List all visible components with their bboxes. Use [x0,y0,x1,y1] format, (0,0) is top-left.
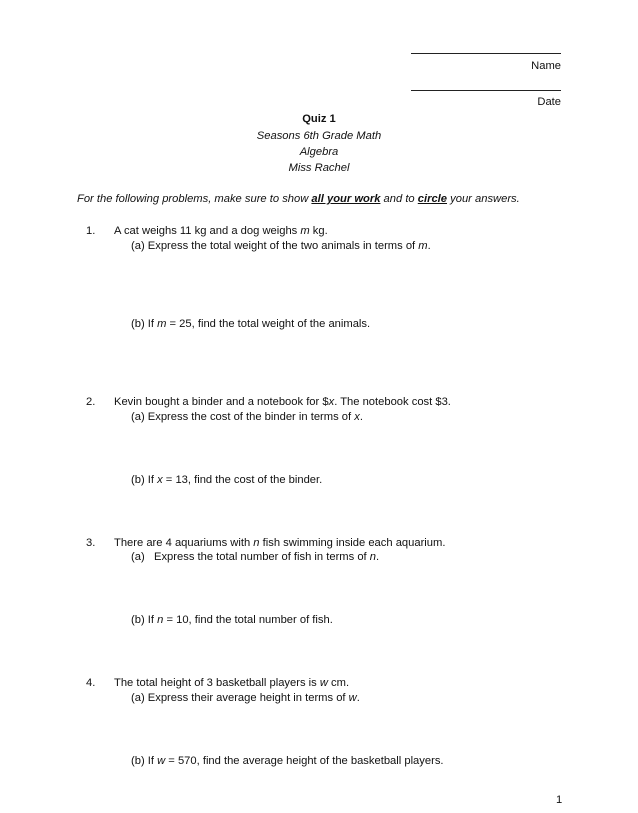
name-label: Name [531,60,561,72]
instructions [77,193,520,205]
instructions-emphasis-work: all your work [311,193,381,205]
topic-name: Algebra [299,146,339,158]
problem-2-part-b: (b) If x = 13, find the cost of the binder. [131,474,323,486]
problem-1-number: 1. [86,225,96,237]
problem-3-number: 3. [86,537,96,549]
date-line [411,90,561,91]
instructions-after: your answers. [447,193,520,205]
date-label: Date [537,96,561,108]
problem-3-stem: There are 4 aquariums with n fish swimming inside each aquarium. [114,537,446,549]
name-line [411,53,561,54]
problem-1-stem: A cat weighs 11 kg and a dog weighs m kg. [114,225,328,237]
problem-4-number: 4. [86,677,96,689]
problem-1-part-b: (b) If m = 25, find the total weight of the animals. [131,318,371,330]
problem-2-number: 2. [86,396,96,408]
problem-4-part-a: (a) Express their average height in terms of w. [131,692,360,704]
page-number: 1 [556,794,563,806]
problem-3-part-b: (b) If n = 10, find the total number of fish. [131,614,333,626]
quiz-title: Quiz 1 [302,113,336,125]
problem-2-stem: Kevin bought a binder and a notebook for $x. The notebook cost $3. [114,396,451,408]
instructions-emphasis-circle: circle [417,193,448,205]
problem-4-part-b: (b) If w = 570, find the average height of the basketball players. [131,755,444,767]
instructions-middle: and to [380,193,418,205]
problem-1-part-a: (a) Express the total weight of the two animals in terms of m. [131,240,431,252]
teacher-name: Miss Rachel [288,162,350,174]
course-name: Seasons 6th Grade Math [256,130,382,142]
problem-2-part-a: (a) Express the cost of the binder in terms of x. [131,411,363,423]
instructions-before: For the following problems, make sure to show [77,193,312,205]
problem-4-stem: The total height of 3 basketball players is w cm. [114,677,350,689]
problem-3-part-a: (a) Express the total number of fish in terms of n. [131,551,380,563]
